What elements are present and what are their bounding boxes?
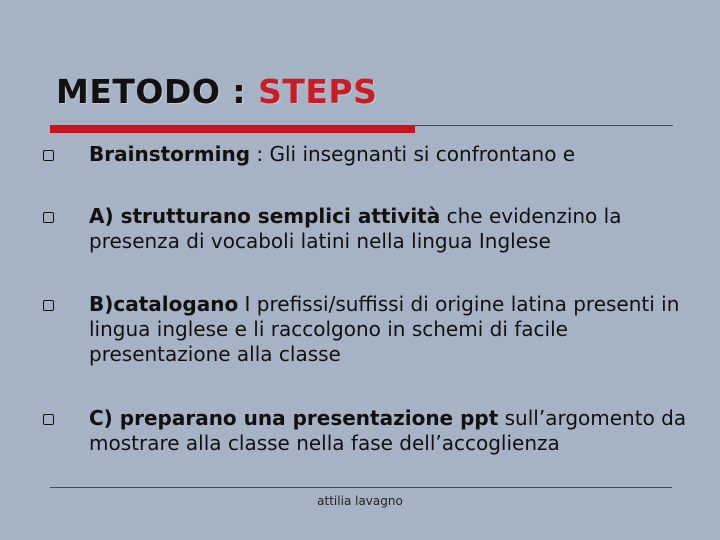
square-bullet-icon — [43, 414, 54, 425]
square-bullet-icon — [43, 150, 54, 161]
bullet-text — [89, 142, 689, 167]
bullet-rest-text: I prefissi/suffissi di origine latina presenti in lingua inglese e li raccolgono in schemi di facile presentazione alla classe — [89, 292, 680, 366]
bullet-rest-text: sull’argomento da mostrare alla classe nella fase dell’accoglienza — [89, 406, 687, 455]
bullet-bold-text: Brainstorming — [89, 142, 251, 166]
bullet-bold-text: C) preparano una presentazione ppt — [89, 406, 499, 430]
footer-author: attilia lavagno — [317, 494, 403, 508]
bullet-text — [89, 406, 689, 456]
slide-title-highlight: STEPS — [258, 72, 378, 111]
bullet-rest-text: : Gli insegnanti si confrontano e — [250, 142, 576, 166]
title-underline-thick — [50, 125, 415, 133]
title-underline-thin — [415, 125, 673, 126]
bullet-bold-text: B)catalogano — [89, 292, 239, 316]
slide-title — [56, 72, 377, 111]
slide-title-prefix: METODO : — [56, 72, 259, 111]
bullet-bold-text: A) strutturano semplici attività — [89, 204, 441, 228]
bullet-text — [89, 292, 689, 367]
square-bullet-icon — [43, 212, 54, 223]
bullet-rest-text: che evidenzino la presenza di vocaboli latini nella lingua Inglese — [89, 204, 622, 253]
square-bullet-icon — [43, 300, 54, 311]
bullet-text — [89, 204, 689, 254]
footer-divider — [50, 487, 672, 488]
